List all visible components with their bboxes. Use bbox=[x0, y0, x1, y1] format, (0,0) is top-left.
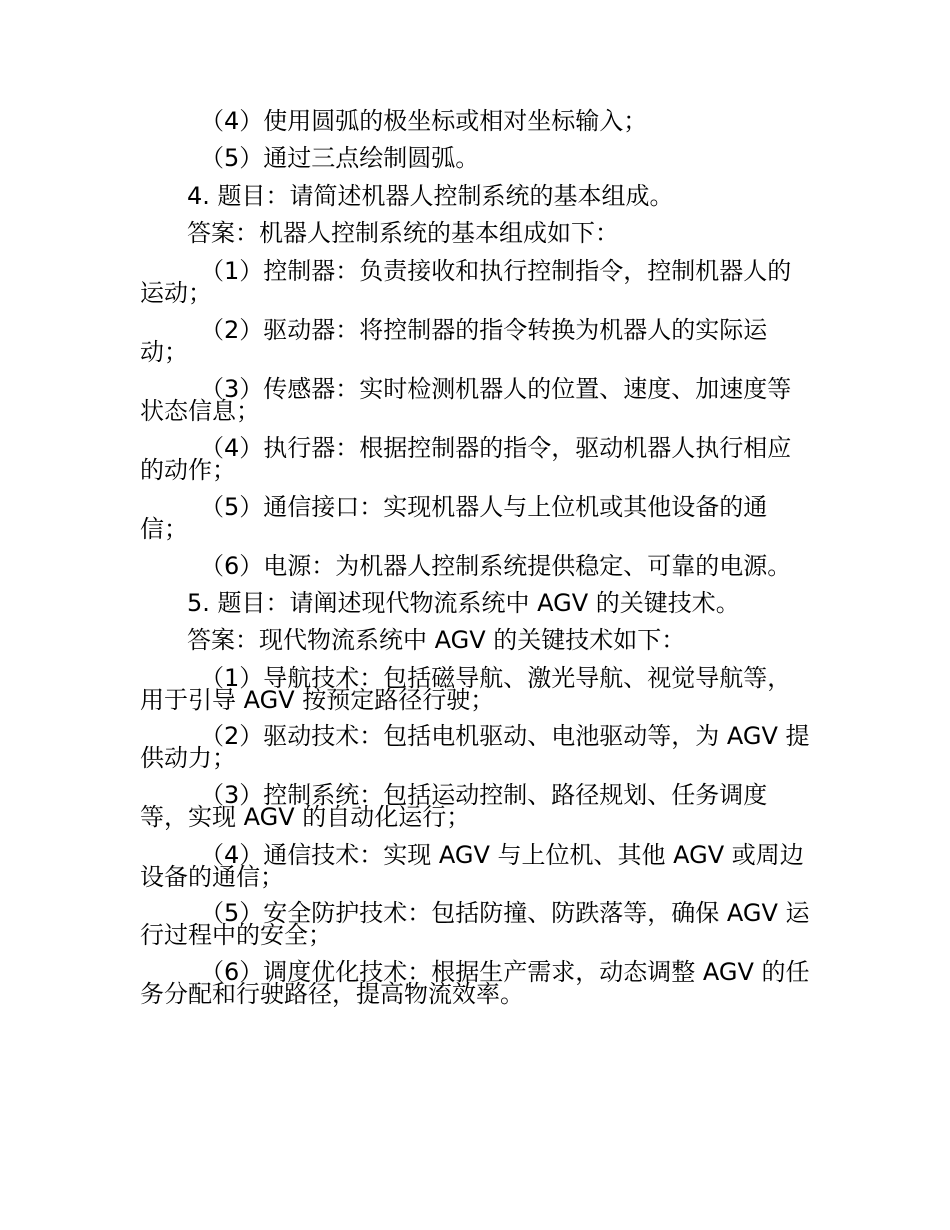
text-line-wrap: 用于引导 AGV 按预定路径行驶； bbox=[140, 686, 495, 714]
text-line: （3）传感器：实时检测机器人的位置、速度、加速度等 bbox=[200, 375, 792, 403]
question-heading: 5. 题目：请阐述现代物流系统中 AGV 的关键技术。 bbox=[187, 589, 740, 617]
text-line: （1）控制器：负责接收和执行控制指令，控制机器人的 bbox=[200, 257, 792, 285]
text-line: （2）驱动技术：包括电机驱动、电池驱动等，为 AGV 提 bbox=[200, 722, 810, 750]
question-heading: 4. 题目：请简述机器人控制系统的基本组成。 bbox=[187, 182, 674, 210]
text-line: （6）电源：为机器人控制系统提供稳定、可靠的电源。 bbox=[200, 552, 792, 580]
text-line-wrap: 务分配和行驶路径，提高物流效率。 bbox=[140, 980, 524, 1008]
text-line: （1）导航技术：包括磁导航、激光导航、视觉导航等， bbox=[200, 664, 792, 692]
text-line: （2）驱动器：将控制器的指令转换为机器人的实际运 bbox=[200, 316, 768, 344]
answer-intro: 答案：现代物流系统中 AGV 的关键技术如下： bbox=[187, 626, 686, 654]
text-line: （6）调度优化技术：根据生产需求，动态调整 AGV 的任 bbox=[200, 958, 810, 986]
text-line-wrap: 动； bbox=[140, 338, 188, 366]
text-line: （5）通信接口：实现机器人与上位机或其他设备的通 bbox=[200, 493, 768, 521]
text-line-wrap: 供动力； bbox=[140, 744, 236, 772]
text-line: （5）通过三点绘制圆弧。 bbox=[200, 144, 480, 172]
text-line-wrap: 信； bbox=[140, 515, 188, 543]
text-line: （4）通信技术：实现 AGV 与上位机、其他 AGV 或周边 bbox=[200, 841, 804, 869]
text-line: （4）执行器：根据控制器的指令，驱动机器人执行相应 bbox=[200, 434, 792, 462]
text-line-wrap: 行过程中的安全； bbox=[140, 921, 332, 949]
text-line-wrap: 设备的通信； bbox=[140, 863, 284, 891]
text-line: （4）使用圆弧的极坐标或相对坐标输入； bbox=[200, 107, 648, 135]
text-line: （5）安全防护技术：包括防撞、防跌落等，确保 AGV 运 bbox=[200, 899, 810, 927]
text-line: （3）控制系统：包括运动控制、路径规划、任务调度 bbox=[200, 781, 768, 809]
text-line-wrap: 的动作； bbox=[140, 456, 236, 484]
text-line-wrap: 运动； bbox=[140, 279, 212, 307]
answer-intro: 答案：机器人控制系统的基本组成如下： bbox=[187, 219, 619, 247]
text-line-wrap: 等，实现 AGV 的自动化运行； bbox=[140, 803, 471, 831]
text-line-wrap: 状态信息； bbox=[140, 397, 260, 425]
